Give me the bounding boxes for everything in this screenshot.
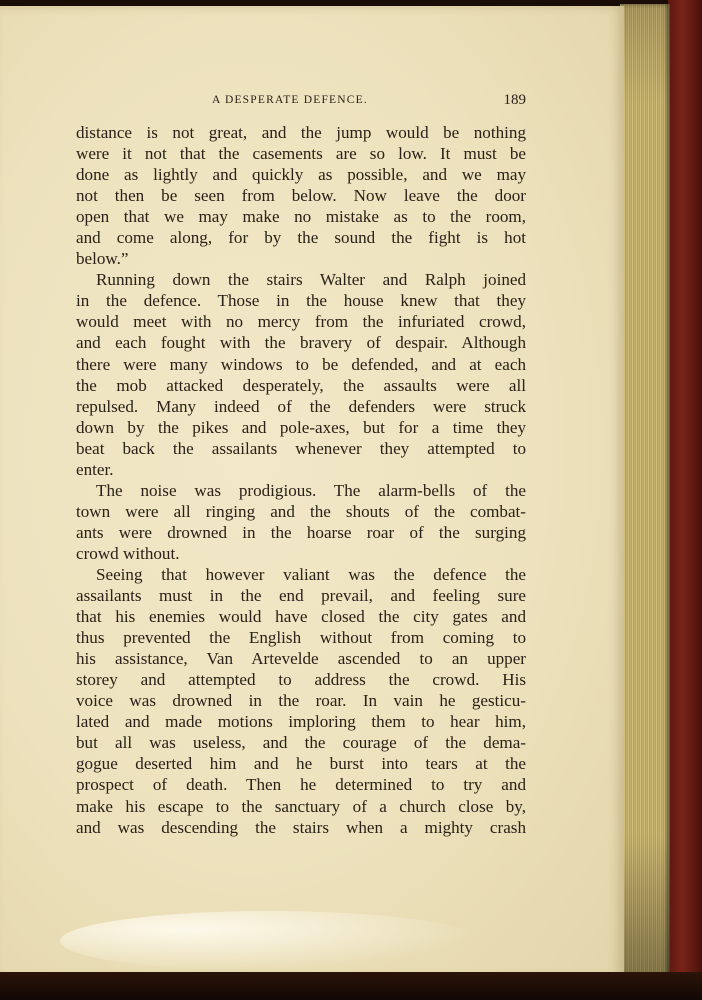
text-line: Seeing that however valiant was the defence the: [96, 564, 526, 584]
text-line: gogue deserted him and he burst into tears at the: [76, 754, 526, 774]
text-line: prospect of death. Then he determined to try and: [76, 775, 526, 795]
text-line: The noise was prodigious. The alarm-bells of the: [96, 480, 526, 500]
text-line: and was descending the stairs when a mighty crash: [76, 817, 526, 837]
running-head: A DESPERATE DEFENCE.: [212, 94, 368, 106]
text-line: that his enemies would have closed the city gates and: [76, 607, 526, 627]
text-line: and come along, for by the sound the fight is hot: [76, 228, 526, 248]
page-number: 189: [503, 92, 526, 108]
text-line: below.”: [76, 249, 129, 269]
text-line: open that we may make no mistake as to the room,: [76, 207, 526, 227]
text-line: ants were drowned in the hoarse roar of the surging: [76, 522, 526, 542]
book-cover: [668, 0, 702, 1000]
text-line: his assistance, Van Artevelde ascended to an upper: [76, 649, 526, 669]
text-line: would meet with no mercy from the infuriated crowd,: [76, 312, 526, 332]
text-line: there were many windows to be defended, and at each: [76, 354, 526, 374]
text-line: beat back the assailants whenever they attempted to: [76, 438, 526, 458]
text-line: and each fought with the bravery of despair. Although: [76, 333, 526, 353]
page-header: [76, 92, 526, 112]
bottom-shadow: [0, 972, 702, 1000]
text-line: voice was drowned in the roar. In vain he gesticu-: [76, 691, 526, 711]
text-line: storey and attempted to address the crowd. His: [76, 670, 526, 690]
text-line: were it not that the casements are so low. It must be: [76, 144, 526, 164]
text-line: down by the pikes and pole-axes, but for a time they: [76, 417, 526, 437]
text-line: enter.: [76, 459, 114, 479]
text-line: in the defence. Those in the house knew that they: [76, 291, 526, 311]
text-line: lated and made motions imploring them to hear him,: [76, 712, 526, 732]
body-text: [76, 122, 526, 838]
page-glare: [60, 911, 480, 971]
text-line: repulsed. Many indeed of the defenders were struck: [76, 396, 526, 416]
text-line: Running down the stairs Walter and Ralph joined: [96, 270, 526, 290]
text-line: but all was useless, and the courage of the dema-: [76, 733, 526, 753]
text-line: crowd without.: [76, 543, 180, 563]
text-line: the mob attacked desperately, the assaults were all: [76, 375, 526, 395]
text-line: done as lightly and quickly as possible, and we may: [76, 165, 526, 185]
text-line: make his escape to the sanctuary of a church close by,: [76, 796, 526, 816]
text-line: not then be seen from below. Now leave the door: [76, 186, 526, 206]
text-line: town were all ringing and the shouts of the combat-: [76, 501, 526, 521]
text-line: distance is not great, and the jump would be nothing: [76, 123, 526, 142]
text-line: assailants must in the end prevail, and feeling sure: [76, 586, 526, 606]
page-edges-shade: [620, 4, 670, 982]
text-line: thus prevented the English without from coming to: [76, 628, 526, 648]
